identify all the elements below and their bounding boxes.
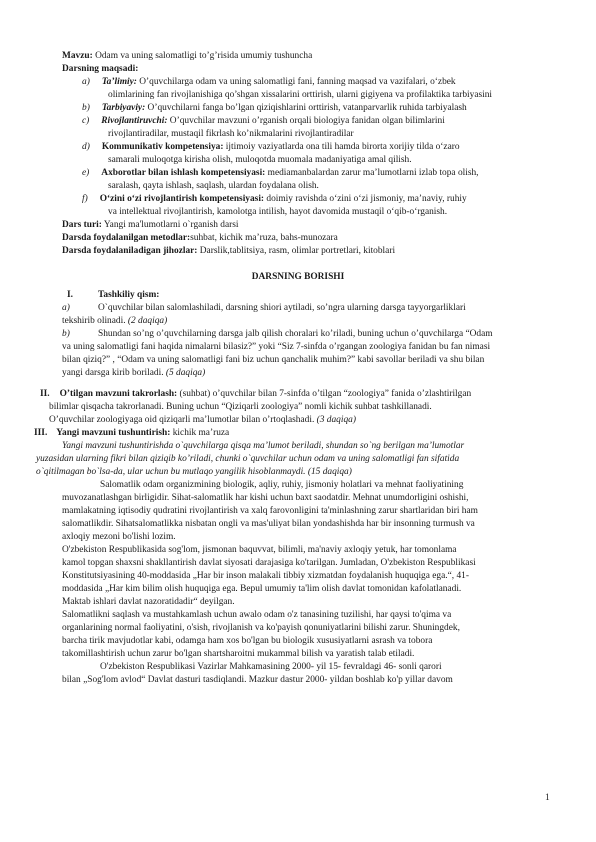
section-3-intro-2: yuzasidan ularning fikri bilan qiziqib ko’riladi, chunki o`quvchilar uchun odam va uning salomatligi fan sifatida <box>36 454 460 464</box>
para-line-13: barcha tirik mavjudotlar kabi, odamga ham xos bo'lgan bu biologik xususiyatlarni asrash va tobora <box>62 636 433 646</box>
para-line-3: mamlakatning iqtisodiy qudratini rivojlantirish va xalq farovonligini ta'minlashning zarur shartlaridan biri ham <box>62 506 478 516</box>
goal-d-cont: samarali muloqotga kirisha olish, muloqotda muomala madaniyatiga amal qilish. <box>108 155 412 165</box>
para-line-11: Salomatlikni saqlash va mustahkamlash uchun awalo odam o'z tanasining tuzilishi, har qaysi to'qima va <box>62 610 452 620</box>
goal-c: c) Rivojlantiruvchi: O’quvchilar mavzuni o’rganish orqali biologiya fanidan olgan bilimlarini <box>82 116 445 126</box>
para-line-4: salomatlikdir. Sihatsalomatlikka nisbatan ongli va mas'uliyat bilan yondashishda har bir insonning turmush va <box>62 519 475 529</box>
lesson-type: Dars turi: Yangi ma'lumotlarni o`rganish darsi <box>62 220 239 230</box>
para-line-14: takomillashtirish uchun zarur bo'lgan shartsharoitni mukammal bilish va yaratish talab etiladi. <box>62 649 415 659</box>
goal-d: d) Kommunikativ kompetensiya: ijtimoiy vaziyatlarda ona tili hamda birorta xorijiy tilda o‘zaro <box>82 142 460 152</box>
section-2-line2: bilimlar qisqacha takrorlanadi. Buning uchun “Qiziqarli zoologiya” nomli kichik suhbat tashkillanadi. <box>49 402 432 412</box>
item-1a-cont: tekshirib olinadi. (2 daqiqa) <box>62 316 168 326</box>
para-line-8: Konstitutsiyasining 40-moddasida „Har bir inson malakali tibbiy xizmatdan foydalanish huquqiga ega.“, 41- <box>62 571 469 581</box>
section-3-intro-3: o`qitilmagan bo`lsa-da, ular uchun bu mutlaqo yangilik hisoblanmaydi. (15 daqiqa) <box>36 467 352 477</box>
item-1b-line4: yangi darsga kirib boriladi. (5 daqiqa) <box>62 368 206 378</box>
lesson-equipment: Darsda foydalaniladigan jihozlar: Darslik,tablitsiya, rasm, olimlar portretlari, kitoblari <box>62 246 396 256</box>
para-line-9: moddasida „Har kim bilim olish huquqiga ega. Bepul umumiy ta'lim olish davlat tomonidan kafolatlanadi. <box>62 584 462 594</box>
para-line-2: muvozanatlashgan birligidir. Sihat-salomatlik har kishi uchun baxt saodatdir. Mehnat unumdorligini oshishi, <box>62 493 469 503</box>
section-2-line3: O’quvchilar zoologiyaga oid qiziqarli ma’lumotlar bilan o’rtoqlashadi. (3 daqiqa) <box>49 415 356 425</box>
page-number: 1 <box>545 793 550 803</box>
item-1b-line3: bilan qiziq?” , “Odam va uning salomatligi fani biz uchun qanchalik muhim?” kabi savollar beriladi va shu bilan <box>62 355 485 365</box>
para-line-16: bilan „Sog'lom avlod“ Davlat dasturi tasdiqlandi. Mazkur dastur 2000- yildan boshlab ko'p yillar davom <box>62 675 453 685</box>
goal-b: b) Tarbiyaviy: O’quvchilarni fanga bo’lgan qiziqishlarini orttirish, vatanparvarlik ruhida tarbiyalash <box>82 103 467 113</box>
item-1b: b) <box>62 329 70 339</box>
item-1b-line2: va uning salomatligi fani haqida nimalarni bilasiz?” yoki “Siz 7-sinfda o’rgangan zoologiya fanidan bu fan nimasi <box>62 342 491 352</box>
topic-line <box>62 50 312 62</box>
goal-a: a) Ta’limiy: O’quvchilarga odam va uning salomatligi fani, fanning maqsad va vazifalari, o‘zbek <box>82 77 456 87</box>
para-line-5: axloqiy mezoni bo'lishi lozim. <box>62 532 176 542</box>
section-3-heading: III. Yangi mavzuni tushuntirish: kichik ma’ruza <box>34 428 230 438</box>
goal-e: e) Axborotlar bilan ishlash kompetensiyasi: mediamanbalardan zarur ma’lumotlarni izlab topa olish, <box>82 168 479 178</box>
para-line-12: organlarining normal faoliyatini, o'sish, rivojlanish va ko'payish qonuniyatlarini bilishi zarur. Shuningdek, <box>62 623 460 633</box>
section-3-intro-1: Yangi mavzuni tushuntirishda o`quvchilarga qisqa ma’lumot beriladi, shundan so`ng berilgan ma’lumotlar <box>62 441 465 451</box>
para-line-1: Salomatlik odam organizmining biologik, aqliy, ruhiy, jismoniy holatlari va mehnat faoliyatining <box>100 480 464 490</box>
topic-label: Mavzu: <box>62 51 93 61</box>
section-heading-borishi: DARSNING BORISHI <box>251 272 345 282</box>
section-1-title: Tashkiliy qism: <box>98 290 160 300</box>
para-line-15: O'zbekiston Respublikasi Vazirlar Mahkamasining 2000- yil 15- fevraldagi 46- sonli qarori <box>100 662 442 672</box>
section-2-heading: II. O’tilgan mavzuni takrorlash: (suhbat) o’quvchilar bilan 7-sinfda o’tilgan “zoologiya” fanida o’zlashtirilgan <box>40 389 472 399</box>
item-1b-text: Shundan so’ng o’quvchilarning darsga jalb qilish choralari ko’riladi, buning uchun o’quvchilarga “Odam <box>98 329 493 339</box>
para-line-6: O'zbekiston Respublikasida sog'lom, jismonan baquvvat, bilimli, ma'naviy axloqiy yetuk, har tomonlama <box>62 545 457 555</box>
lesson-methods: Darsda foydalanilgan metodlar:suhbat, kichik ma’ruza, bahs-munozara <box>62 233 338 243</box>
topic-text: Odam va uning salomatligi to’g’risida umumiy tushuncha <box>92 51 313 61</box>
item-1a: a) <box>62 303 70 313</box>
item-1a-text: O`quvchilar bilan salomlashiladi, darsning shiori aytiladi, so’ngra ularning darsga tayyorgarliklari <box>98 303 466 313</box>
para-line-7: kamol topgan shaxsni shakllantirish davlat siyosati darajasiga ko'tarilgan. Jumladan, O'zbekiston Respublikasi <box>62 558 476 568</box>
goal-f-cont: va intellektual rivojlantirish, kamolotga intilish, hayot davomida mustaqil o‘qib-o‘rganish. <box>108 207 448 217</box>
goals-heading: Darsning maqsadi: <box>62 64 139 74</box>
goal-c-cont: rivojlantiradilar, mustaqil fikrlash ko’nikmalarini rivojlantiradilar <box>108 129 354 139</box>
goal-e-cont: saralash, qayta ishlash, saqlash, ulardan foydalana olish. <box>108 181 319 191</box>
para-line-10: Maktab ishlari davlat nazoratidadir“ deyilgan. <box>62 597 235 607</box>
goal-f: f) O‘zini o‘zi rivojlantirish kompetensiyasi: doimiy ravishda o‘zini o‘zi jismoniy, ma’naviy, ruhiy <box>82 194 467 204</box>
section-1-heading: I. <box>67 290 73 300</box>
goal-a-cont: olimlarining fan rivojlanishiga qo’shgan xissalarini orttirish, ularni gigiyena va profilaktika tarbiyasini <box>108 90 493 100</box>
